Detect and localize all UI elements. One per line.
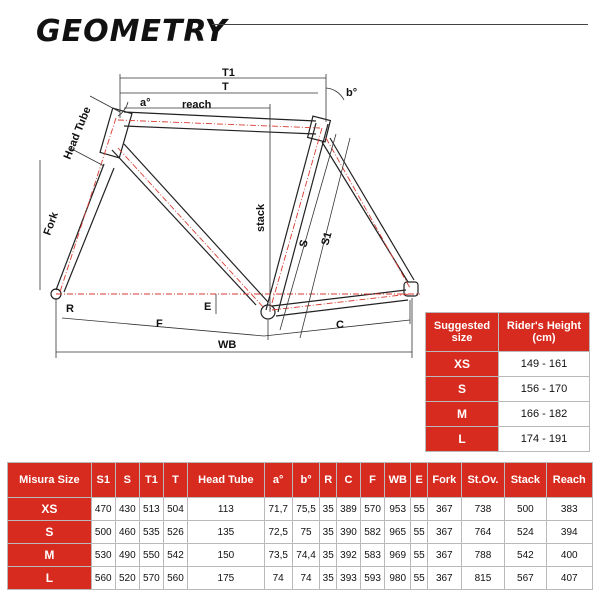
label-t: T	[222, 81, 229, 93]
geometry-value-cell: 500	[505, 498, 546, 521]
label-t1: T1	[222, 67, 235, 79]
geometry-value-cell: 74	[264, 567, 292, 590]
geometry-value-cell: 72,5	[264, 521, 292, 544]
size-cell: L	[426, 427, 499, 452]
geometry-value-cell: 969	[385, 544, 411, 567]
size-chart-row	[426, 352, 590, 377]
geometry-header: Reach	[546, 463, 592, 498]
height-cell: 156 - 170	[499, 377, 590, 402]
seat-stay	[322, 138, 414, 282]
geometry-header: T1	[139, 463, 163, 498]
geometry-row	[8, 544, 593, 567]
geometry-value-cell: 470	[91, 498, 115, 521]
geometry-value-cell: 965	[385, 521, 411, 544]
geometry-value-cell: 74	[292, 567, 320, 590]
geometry-value-cell: 55	[411, 498, 428, 521]
geometry-row	[8, 567, 593, 590]
geometry-value-cell: 583	[361, 544, 385, 567]
geometry-size-cell: L	[8, 567, 92, 590]
geometry-value-cell: 504	[163, 498, 187, 521]
geometry-value-cell: 400	[546, 544, 592, 567]
geometry-value-cell: 135	[187, 521, 264, 544]
geometry-size-cell: XS	[8, 498, 92, 521]
label-wb: WB	[218, 339, 237, 351]
label-b-angle: b°	[346, 87, 358, 99]
geometry-value-cell: 815	[461, 567, 505, 590]
geometry-header: WB	[385, 463, 411, 498]
geometry-value-cell: 35	[320, 567, 337, 590]
geometry-header: a°	[264, 463, 292, 498]
geometry-value-cell: 490	[115, 544, 139, 567]
geometry-value-cell: 367	[427, 567, 461, 590]
geometry-value-cell: 75	[292, 521, 320, 544]
size-chart-row	[426, 402, 590, 427]
geometry-value-cell: 570	[139, 567, 163, 590]
geometry-header: Fork	[427, 463, 461, 498]
geometry-value-cell: 520	[115, 567, 139, 590]
geometry-value-cell: 560	[163, 567, 187, 590]
geometry-value-cell: 367	[427, 498, 461, 521]
size-chart-row	[426, 377, 590, 402]
geometry-value-cell: 407	[546, 567, 592, 590]
geometry-row	[8, 521, 593, 544]
geometry-value-cell: 35	[320, 498, 337, 521]
label-reach: reach	[182, 99, 212, 111]
geometry-table	[7, 462, 593, 590]
size-chart-row	[426, 427, 590, 452]
geometry-header: St.Ov.	[461, 463, 505, 498]
geometry-value-cell: 550	[139, 544, 163, 567]
size-chart-header: Suggested size	[426, 313, 499, 352]
label-s: S	[297, 238, 311, 249]
geometry-header: Stack	[505, 463, 546, 498]
geometry-header: R	[320, 463, 337, 498]
label-f: F	[156, 318, 163, 330]
geometry-value-cell: 390	[336, 521, 360, 544]
geometry-value-cell: 35	[320, 544, 337, 567]
geometry-value-cell: 567	[505, 567, 546, 590]
size-chart-header: Rider's Height (cm)	[499, 313, 590, 352]
geometry-value-cell: 55	[411, 544, 428, 567]
geometry-value-cell: 535	[139, 521, 163, 544]
geometry-value-cell: 542	[505, 544, 546, 567]
size-cell: M	[426, 402, 499, 427]
label-r: R	[66, 303, 74, 315]
geometry-value-cell: 389	[336, 498, 360, 521]
geometry-value-cell: 500	[91, 521, 115, 544]
geometry-value-cell: 394	[546, 521, 592, 544]
geometry-value-cell: 788	[461, 544, 505, 567]
geometry-value-cell: 570	[361, 498, 385, 521]
geometry-value-cell: 75,5	[292, 498, 320, 521]
geometry-row	[8, 498, 593, 521]
geometry-value-cell: 383	[546, 498, 592, 521]
geometry-value-cell: 738	[461, 498, 505, 521]
geometry-value-cell: 524	[505, 521, 546, 544]
height-cell: 166 - 182	[499, 402, 590, 427]
geometry-header: T	[163, 463, 187, 498]
geometry-value-cell: 980	[385, 567, 411, 590]
height-cell: 149 - 161	[499, 352, 590, 377]
geometry-value-cell: 74,4	[292, 544, 320, 567]
size-cell: XS	[426, 352, 499, 377]
geometry-value-cell: 764	[461, 521, 505, 544]
geometry-value-cell: 430	[115, 498, 139, 521]
geometry-value-cell: 560	[91, 567, 115, 590]
geometry-value-cell: 392	[336, 544, 360, 567]
geometry-value-cell: 73,5	[264, 544, 292, 567]
geometry-value-cell: 71,7	[264, 498, 292, 521]
down-tube	[112, 144, 268, 305]
geometry-header: Head Tube	[187, 463, 264, 498]
geometry-header: C	[336, 463, 360, 498]
geometry-value-cell: 150	[187, 544, 264, 567]
geometry-value-cell: 55	[411, 567, 428, 590]
geometry-header: Misura Size	[8, 463, 92, 498]
geometry-value-cell: 367	[427, 521, 461, 544]
geometry-value-cell: 367	[427, 544, 461, 567]
size-chart-header-row	[426, 313, 590, 352]
geometry-value-cell: 530	[91, 544, 115, 567]
geometry-size-cell: S	[8, 521, 92, 544]
label-a-angle: a°	[140, 97, 151, 109]
geometry-header: b°	[292, 463, 320, 498]
size-chart-table	[425, 312, 590, 452]
geometry-value-cell: 582	[361, 521, 385, 544]
geometry-value-cell: 953	[385, 498, 411, 521]
geometry-value-cell: 460	[115, 521, 139, 544]
geometry-value-cell: 113	[187, 498, 264, 521]
geometry-header: E	[411, 463, 428, 498]
geometry-header: S1	[91, 463, 115, 498]
label-s1: S1	[319, 230, 335, 247]
size-cell: S	[426, 377, 499, 402]
label-stack: stack	[255, 203, 267, 232]
label-e: E	[204, 301, 212, 313]
geometry-value-cell: 175	[187, 567, 264, 590]
top-tube	[124, 112, 316, 134]
geometry-value-cell: 526	[163, 521, 187, 544]
geometry-value-cell: 55	[411, 521, 428, 544]
label-c: C	[336, 319, 344, 331]
geometry-header: F	[361, 463, 385, 498]
geometry-value-cell: 593	[361, 567, 385, 590]
geometry-header-row	[8, 463, 593, 498]
geometry-value-cell: 35	[320, 521, 337, 544]
label-head-tube: Head Tube	[61, 105, 94, 162]
height-cell: 174 - 191	[499, 427, 590, 452]
page-title: GEOMETRY	[36, 14, 228, 49]
geometry-header: S	[115, 463, 139, 498]
fork	[56, 164, 114, 292]
geometry-value-cell: 513	[139, 498, 163, 521]
geometry-value-cell: 393	[336, 567, 360, 590]
geometry-size-cell: M	[8, 544, 92, 567]
seat-tube	[266, 123, 328, 312]
label-fork: Fork	[41, 210, 61, 238]
geometry-value-cell: 542	[163, 544, 187, 567]
head-tube	[100, 108, 132, 158]
